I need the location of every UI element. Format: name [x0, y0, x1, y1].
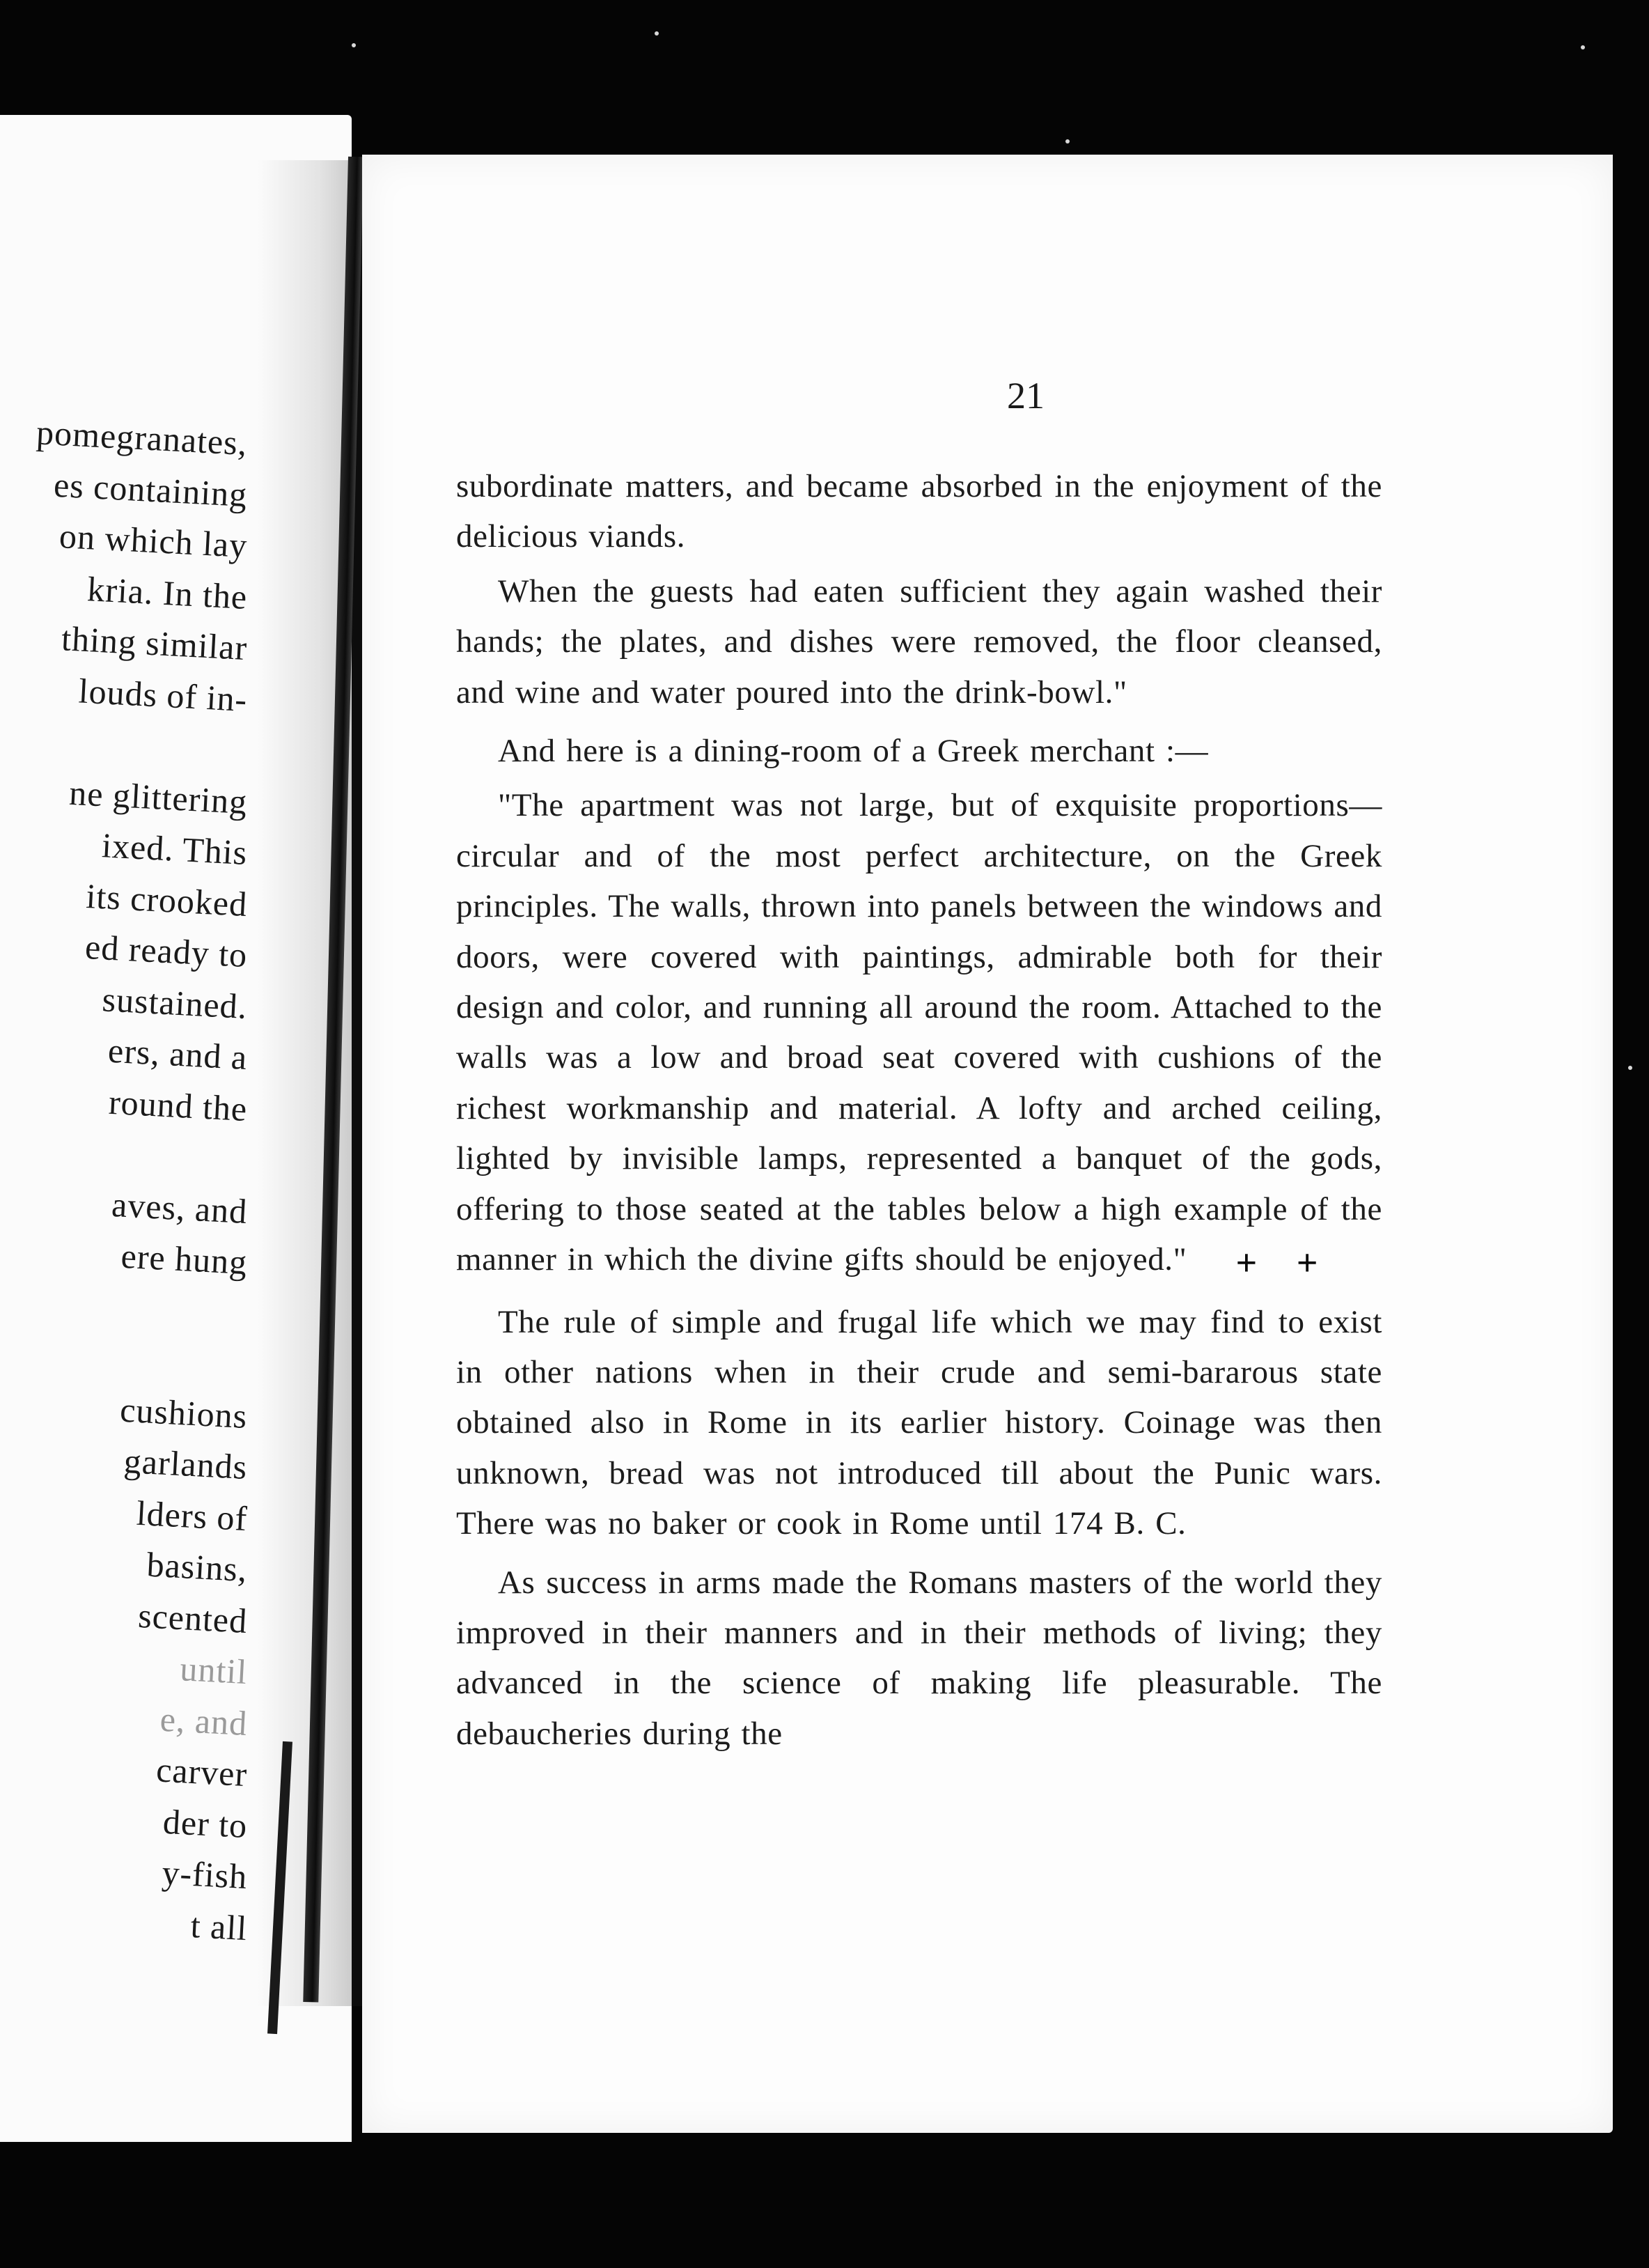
previous-page-line: ne glittering: [68, 772, 249, 821]
previous-page-line: ere hung: [120, 1236, 249, 1282]
scan-speck: [1581, 45, 1585, 49]
previous-page-line: y-fish: [161, 1852, 249, 1897]
paragraph-4: [456, 780, 1382, 1288]
previous-page-line: its crooked: [85, 876, 249, 924]
previous-page-line: louds of in-: [77, 670, 249, 719]
previous-page-line: es containing: [52, 465, 249, 514]
current-page: [362, 155, 1613, 2133]
paragraph-3: And here is a dining-room of a Greek merchant :—: [498, 733, 1209, 770]
previous-page-line: carver: [155, 1750, 249, 1794]
scan-speck: [1065, 139, 1070, 143]
paragraph-6: As success in arms made the Romans masters of the world they improved in their manners and in their methods of living; they advanced in the science of making life pleasurable. The debaucheries during the: [456, 1564, 1382, 1752]
paragraph-5: The rule of simple and frugal life which we may find to exist in other nations when in their crude and semi-bararous state obtained also in Rome in its earlier history. Coinage was then unknown, bread was not introduced till about the Punic wars. There was no baker or cook in Rome until 174 B. C.: [456, 1303, 1382, 1542]
page-body: [456, 461, 1382, 1763]
previous-page-line: garlands: [123, 1440, 249, 1487]
previous-page-line: basins,: [146, 1544, 249, 1590]
scan-speck: [1628, 1066, 1632, 1070]
previous-page-line: round the: [107, 1082, 249, 1128]
previous-page-line: sustained.: [101, 979, 249, 1026]
previous-page-line: thing similar: [60, 619, 249, 668]
scan-speck: [352, 43, 356, 47]
previous-page-line: cushions: [118, 1390, 249, 1436]
previous-page-line: ed ready to: [84, 926, 249, 975]
page-number: 21: [1007, 375, 1045, 417]
previous-page-line: ers, and a: [107, 1030, 249, 1078]
paragraph-1: subordinate matters, and became absorbed in the enjoyment of the delicious viands.: [456, 468, 1382, 555]
previous-page-line: e, and: [159, 1699, 249, 1743]
previous-page-line: lders of: [135, 1493, 249, 1538]
paragraph-4-text: "The apartment was not large, but of exquisite proportions—circular and of the most perfect architecture, on the Greek principles. The walls, thrown into panels between the windows and doors, were covered with paintings, admirable both for their design and color, and running all around the room. Attached to the walls was a low and broad seat covered with cushions of the richest workmanship and material. A lofty and arched ceiling, lighted by invisible lamps, represented a banquet of the gods, offering to those seated at the tables below a high example of the manner in which the divine gifts should be enjoyed.": [456, 787, 1382, 1278]
previous-page-line: on which lay: [58, 516, 249, 566]
previous-page-line: scented: [137, 1595, 249, 1640]
previous-page-line: aves, and: [110, 1184, 249, 1231]
previous-page-line: kria. In the: [86, 568, 249, 616]
handwritten-cross-marks: + +: [1235, 1242, 1332, 1284]
previous-page-line: t all: [189, 1905, 249, 1948]
previous-page-line: until: [179, 1649, 249, 1692]
previous-page-line: pomegranates,: [35, 412, 249, 463]
previous-page-line: der to: [162, 1801, 249, 1845]
paragraph-2: When the guests had eaten sufficient they again washed their hands; the plates, and dishes were removed, the floor cleansed, and wine and water poured into the drink-bowl.": [456, 573, 1382, 710]
scan-speck: [655, 31, 659, 36]
previous-page-line: ixed. This: [100, 825, 249, 873]
